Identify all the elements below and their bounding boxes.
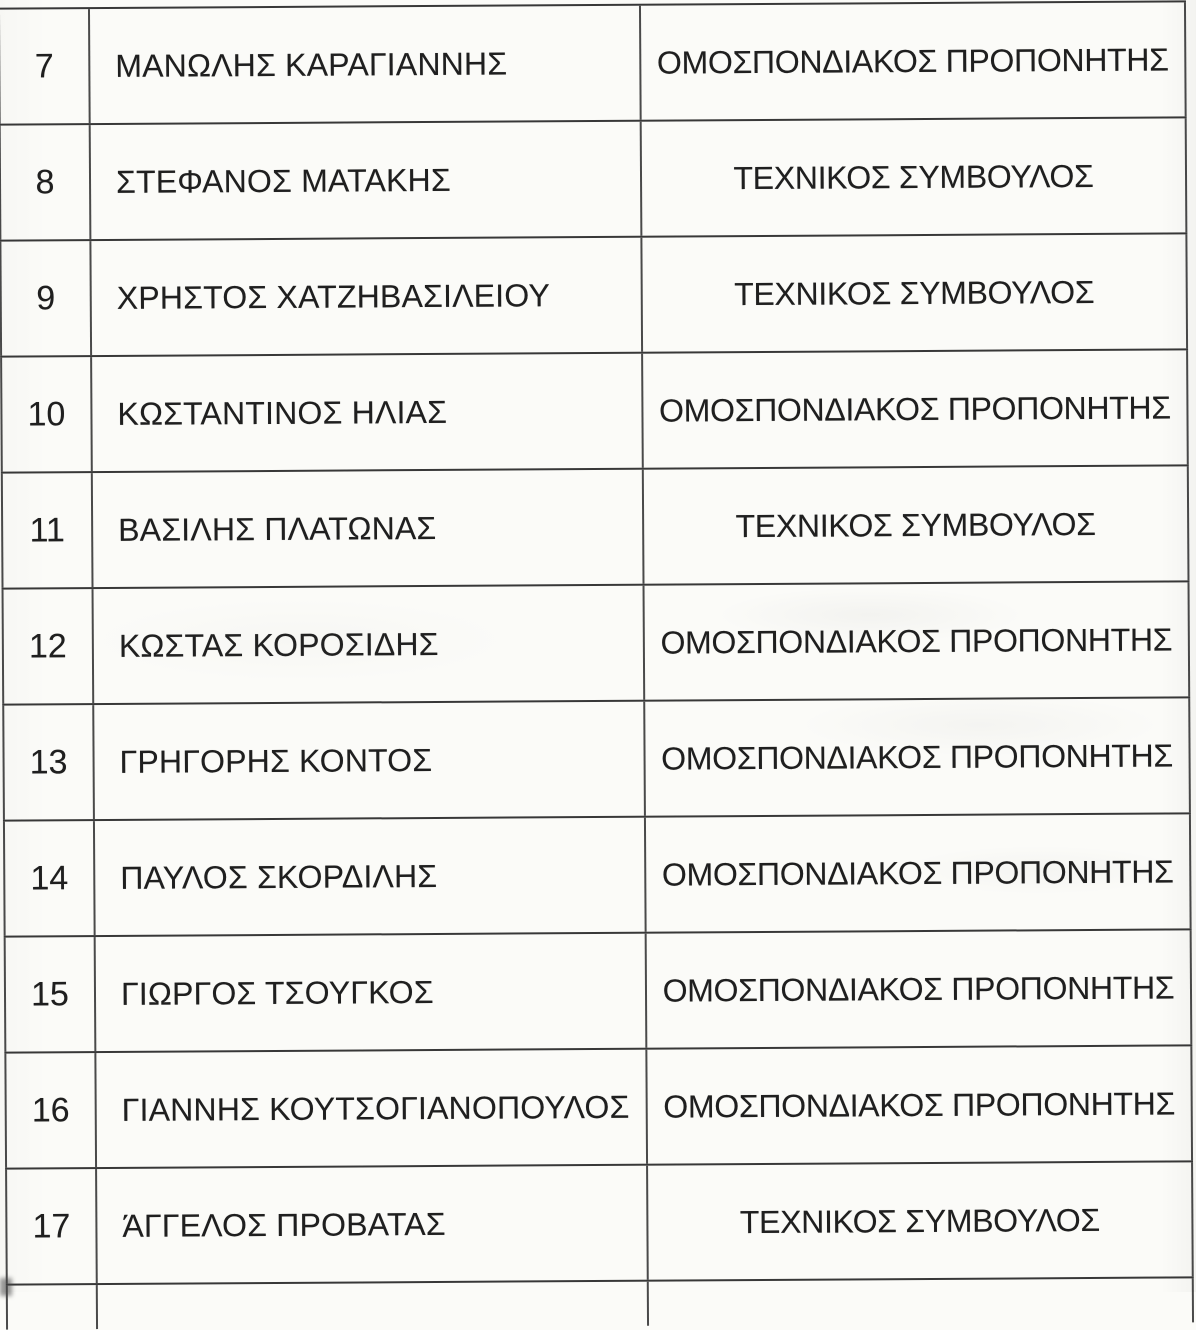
row-number-cell: 14 [3,821,94,936]
role-cell: ΟΜΟΣΠΟΝΔΙΑΚΟΣ ΠΡΟΠΟΝΗΤΗΣ [645,930,1193,1047]
name-cell: ΚΩΣΤΑΣ ΚΟΡΟΣΙΔΗΣ [92,586,644,703]
table-row-partial [6,1276,1194,1329]
role-cell: ΤΕΧΝΙΚΟΣ ΣΥΜΒΟΥΛΟΣ [640,118,1188,235]
table-row [5,1160,1194,1283]
name-cell: ΠΑΥΛΟΣ ΣΚΟΡΔΙΛΗΣ [93,818,645,935]
role-cell: ΟΜΟΣΠΟΝΔΙΑΚΟΣ ΠΡΟΠΟΝΗΤΗΣ [643,698,1191,815]
name-cell: ΚΩΣΤΑΝΤΙΝΟΣ ΗΛΙΑΣ [90,354,642,471]
name-cell: ΓΙΩΡΓΟΣ ΤΣΟΥΓΚΟΣ [94,934,646,1051]
table-row [4,928,1193,1051]
table-row [2,580,1191,703]
role-cell: ΤΕΧΝΙΚΟΣ ΣΥΜΒΟΥΛΟΣ [640,234,1188,351]
table-row [0,116,1187,239]
table-row [3,812,1192,935]
row-number-cell: 8 [0,125,89,240]
name-cell: ΓΡΗΓΟΡΗΣ ΚΟΝΤΟΣ [92,702,644,819]
name-cell [96,1282,647,1329]
row-number-cell: 16 [4,1053,95,1168]
table-row [4,1044,1193,1167]
role-cell: ΤΕΧΝΙΚΟΣ ΣΥΜΒΟΥΛΟΣ [646,1162,1194,1279]
role-cell: ΟΜΟΣΠΟΝΔΙΑΚΟΣ ΠΡΟΠΟΝΗΤΗΣ [645,1046,1193,1163]
row-number-cell: 12 [2,589,93,704]
row-number-cell: 7 [0,9,89,124]
role-cell: ΟΜΟΣΠΟΝΔΙΑΚΟΣ ΠΡΟΠΟΝΗΤΗΣ [643,582,1191,699]
name-cell: ΒΑΣΙΛΗΣ ΠΛΑΤΩΝΑΣ [91,470,643,587]
row-number-cell: 10 [0,357,91,472]
table-row [0,0,1187,123]
name-cell: ΆΓΓΕΛΟΣ ΠΡΟΒΑΤΑΣ [95,1166,647,1283]
row-number-cell: 17 [5,1169,96,1284]
table-row [0,232,1188,355]
name-cell: ΣΤΕΦΑΝΟΣ ΜΑΤΑΚΗΣ [89,122,641,239]
table-row [2,696,1191,819]
name-cell: ΜΑΝΩΛΗΣ ΚΑΡΑΓΙΑΝΝΗΣ [88,6,640,123]
name-cell: ΓΙΑΝΝΗΣ ΚΟΥΤΣΟΓΙΑΝΟΠΟΥΛΟΣ [94,1050,646,1167]
row-number-cell: 15 [4,937,95,1052]
table-row [1,464,1190,587]
row-number-cell: 11 [1,473,92,588]
row-number-cell: 13 [2,705,93,820]
role-cell: ΟΜΟΣΠΟΝΔΙΑΚΟΣ ΠΡΟΠΟΝΗΤΗΣ [639,2,1187,119]
table-row [0,348,1189,471]
row-number-cell: 9 [0,241,90,356]
role-cell: ΟΜΟΣΠΟΝΔΙΑΚΟΣ ΠΡΟΠΟΝΗΤΗΣ [644,814,1192,931]
role-cell: ΤΕΧΝΙΚΟΣ ΣΥΜΒΟΥΛΟΣ [642,466,1190,583]
role-cell: ΟΜΟΣΠΟΝΔΙΑΚΟΣ ΠΡΟΠΟΝΗΤΗΣ [641,350,1189,467]
role-cell [647,1278,1194,1325]
name-cell: ΧΡΗΣΤΟΣ ΧΑΤΖΗΒΑΣΙΛΕΙΟΥ [89,238,641,355]
